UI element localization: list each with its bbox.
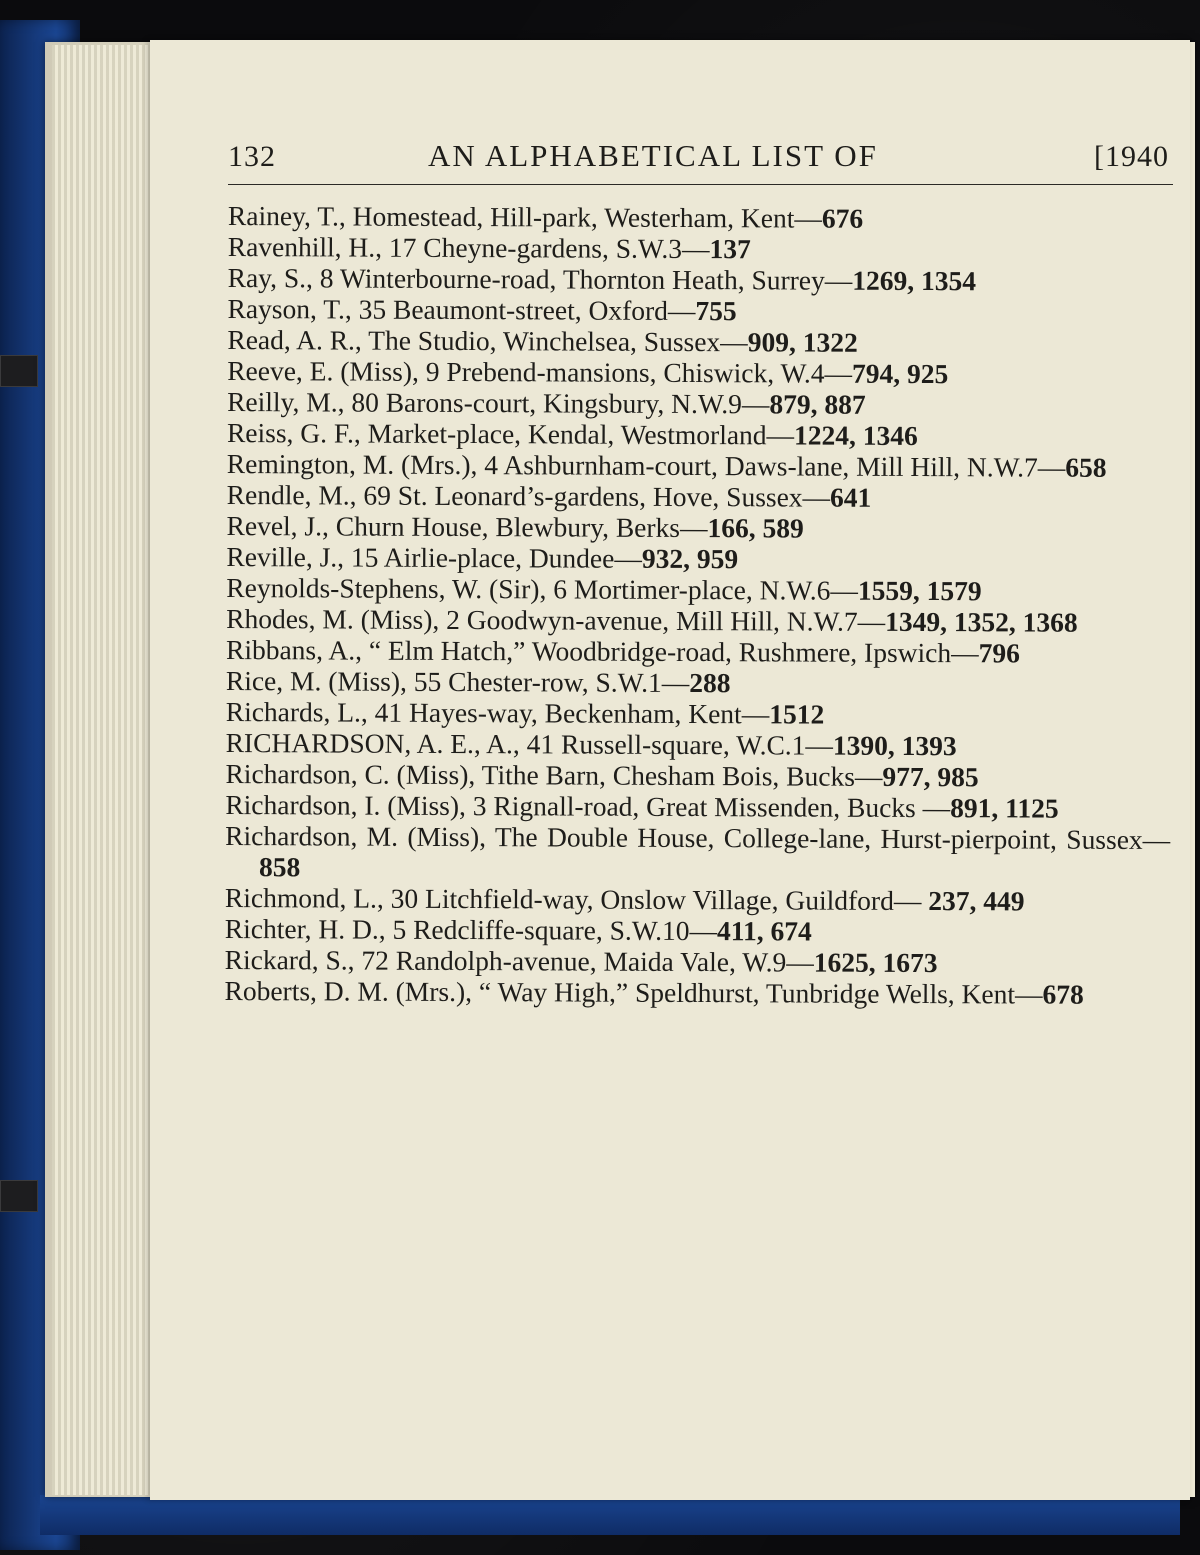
- list-item: [227, 417, 1172, 452]
- running-head: [228, 136, 1173, 185]
- cover-clip: [0, 355, 38, 387]
- entry-text: Richmond, L., 30 Litchfield-way, Onslow Village, Guildford—: [224, 881, 929, 917]
- entry-text: Rendle, M., 69 St. Leonard’s-gardens, Hove, Sussex—: [226, 478, 831, 513]
- entry-numbers: 1512: [769, 698, 825, 730]
- entry-text: Revel, J., Churn House, Blewbury, Berks—: [226, 509, 708, 544]
- entry-numbers: 1625, 1673: [813, 946, 938, 979]
- entry-numbers: 932, 959: [641, 542, 739, 575]
- page-number: 132: [228, 140, 276, 173]
- entry-text: Ray, S., 8 Winterbourne-road, Thornton Heath, Surrey—: [227, 261, 853, 296]
- entry-numbers: 879, 887: [769, 388, 866, 420]
- list-item: [228, 231, 1173, 266]
- entry-text: Richter, H. D., 5 Redcliffe-square, S.W.10—: [224, 912, 718, 947]
- entry-numbers: 166, 589: [707, 512, 804, 544]
- entry-text: Remington, M. (Mrs.), 4 Ashburnham-court, Daws-lane, Mill Hill, N.W.7—: [226, 447, 1066, 483]
- entry-numbers: 858: [259, 851, 301, 883]
- entry-text: Reiss, G. F., Market-place, Kendal, Westmorland—: [226, 416, 795, 451]
- page-edges: [52, 45, 152, 1495]
- list-item: [225, 789, 1170, 824]
- entry-numbers: 891, 1125: [950, 792, 1059, 824]
- entry-numbers: 1269, 1354: [852, 264, 977, 297]
- list-item: [226, 634, 1171, 669]
- list-item: [225, 882, 1170, 917]
- list-item: [227, 479, 1172, 514]
- list-item: [226, 696, 1171, 731]
- entry-numbers: 288: [689, 667, 731, 699]
- entry-numbers: 1349, 1352, 1368: [885, 605, 1078, 638]
- entry-numbers: 755: [695, 295, 737, 327]
- list-item: [224, 975, 1169, 1010]
- book-cover-bottom: [40, 1495, 1180, 1535]
- cover-clip: [0, 1180, 38, 1212]
- list-item: [225, 913, 1170, 948]
- entry-text: RICHARDSON, A. E., A., 41 Russell-square, W.C.1—: [225, 726, 834, 761]
- list-item: [225, 758, 1170, 793]
- list-item: [225, 944, 1170, 979]
- entry-numbers: 137: [709, 233, 751, 265]
- entry-numbers: 411, 674: [717, 915, 812, 947]
- entry-text: Richardson, C. (Miss), Tithe Barn, Chesham Bois, Bucks—: [225, 757, 883, 792]
- entry-text: Ribbans, A., “ Elm Hatch,” Woodbridge-road, Rushmere, Ipswich—: [225, 633, 979, 669]
- entry-numbers: 676: [821, 202, 864, 234]
- entry-text: Rickard, S., 72 Randolph-avenue, Maida Vale, W.9—: [224, 943, 814, 978]
- entry-text: Richards, L., 41 Hayes-way, Beckenham, Kent—: [225, 695, 770, 730]
- entry-text: Rhodes, M. (Miss), 2 Goodwyn-avenue, Mill Hill, N.W.7—: [226, 602, 886, 637]
- list-item: [227, 510, 1172, 545]
- entry-text: Reilly, M., 80 Barons-court, Kingsbury, N.W.9—: [227, 385, 770, 420]
- entry-numbers: 678: [1042, 978, 1084, 1010]
- list-item: [226, 603, 1171, 638]
- entry-text: Roberts, D. M. (Mrs.), “ Way High,” Speldhurst, Tunbridge Wells, Kent—: [224, 974, 1043, 1010]
- entry-text: Reeve, E. (Miss), 9 Prebend-mansions, Chiswick, W.4—: [227, 354, 853, 389]
- entry-text: Richardson, I. (Miss), 3 Rignall-road, Great Missenden, Bucks —: [225, 788, 951, 824]
- entry-text: Read, A. R., The Studio, Winchelsea, Sussex—: [227, 323, 748, 358]
- entry-numbers: 977, 985: [882, 760, 979, 793]
- entry-text: Rayson, T., 35 Beaumont-street, Oxford—: [227, 292, 696, 327]
- entry-numbers: 1390, 1393: [832, 729, 957, 762]
- list-item: [226, 665, 1171, 700]
- list-item: [227, 386, 1172, 421]
- list-item: [225, 820, 1170, 886]
- list-item: [228, 200, 1173, 235]
- list-item: [228, 262, 1173, 297]
- entry-text: Reville, J., 15 Airlie-place, Dundee—: [226, 540, 642, 574]
- entry-text: Richardson, M. (Miss), The Double House, College-lane, Hurst-pierpoint, Sussex—: [225, 819, 1171, 856]
- list-item: [226, 727, 1171, 762]
- entry-text: Rainey, T., Homestead, Hill-park, Westerham, Kent—: [227, 200, 822, 234]
- entry-text: Reynolds-Stephens, W. (Sir), 6 Mortimer-place, N.W.6—: [226, 571, 858, 606]
- list-item: [226, 572, 1171, 607]
- entry-text: Rice, M. (Miss), 55 Chester-row, S.W.1—: [225, 664, 690, 699]
- entry-numbers: 658: [1065, 451, 1107, 483]
- list-item: [227, 448, 1172, 483]
- entry-numbers: 641: [830, 481, 872, 513]
- list-item: [226, 541, 1171, 576]
- running-year: [1940: [1094, 140, 1169, 173]
- entry-numbers: 796: [978, 637, 1020, 669]
- entry-numbers: 794, 925: [851, 357, 949, 390]
- list-item: [227, 324, 1172, 359]
- list-item: [227, 355, 1172, 390]
- running-title: AN ALPHABETICAL LIST OF: [428, 138, 878, 173]
- entry-numbers: 237, 449: [928, 885, 1025, 917]
- entry-numbers: 1559, 1579: [857, 574, 982, 607]
- entry-list: [224, 200, 1173, 1010]
- entry-text: Ravenhill, H., 17 Cheyne-gardens, S.W.3—: [227, 230, 710, 265]
- entry-numbers: 909, 1322: [747, 326, 858, 358]
- list-item: [227, 293, 1172, 328]
- entry-numbers: 1224, 1346: [794, 419, 918, 452]
